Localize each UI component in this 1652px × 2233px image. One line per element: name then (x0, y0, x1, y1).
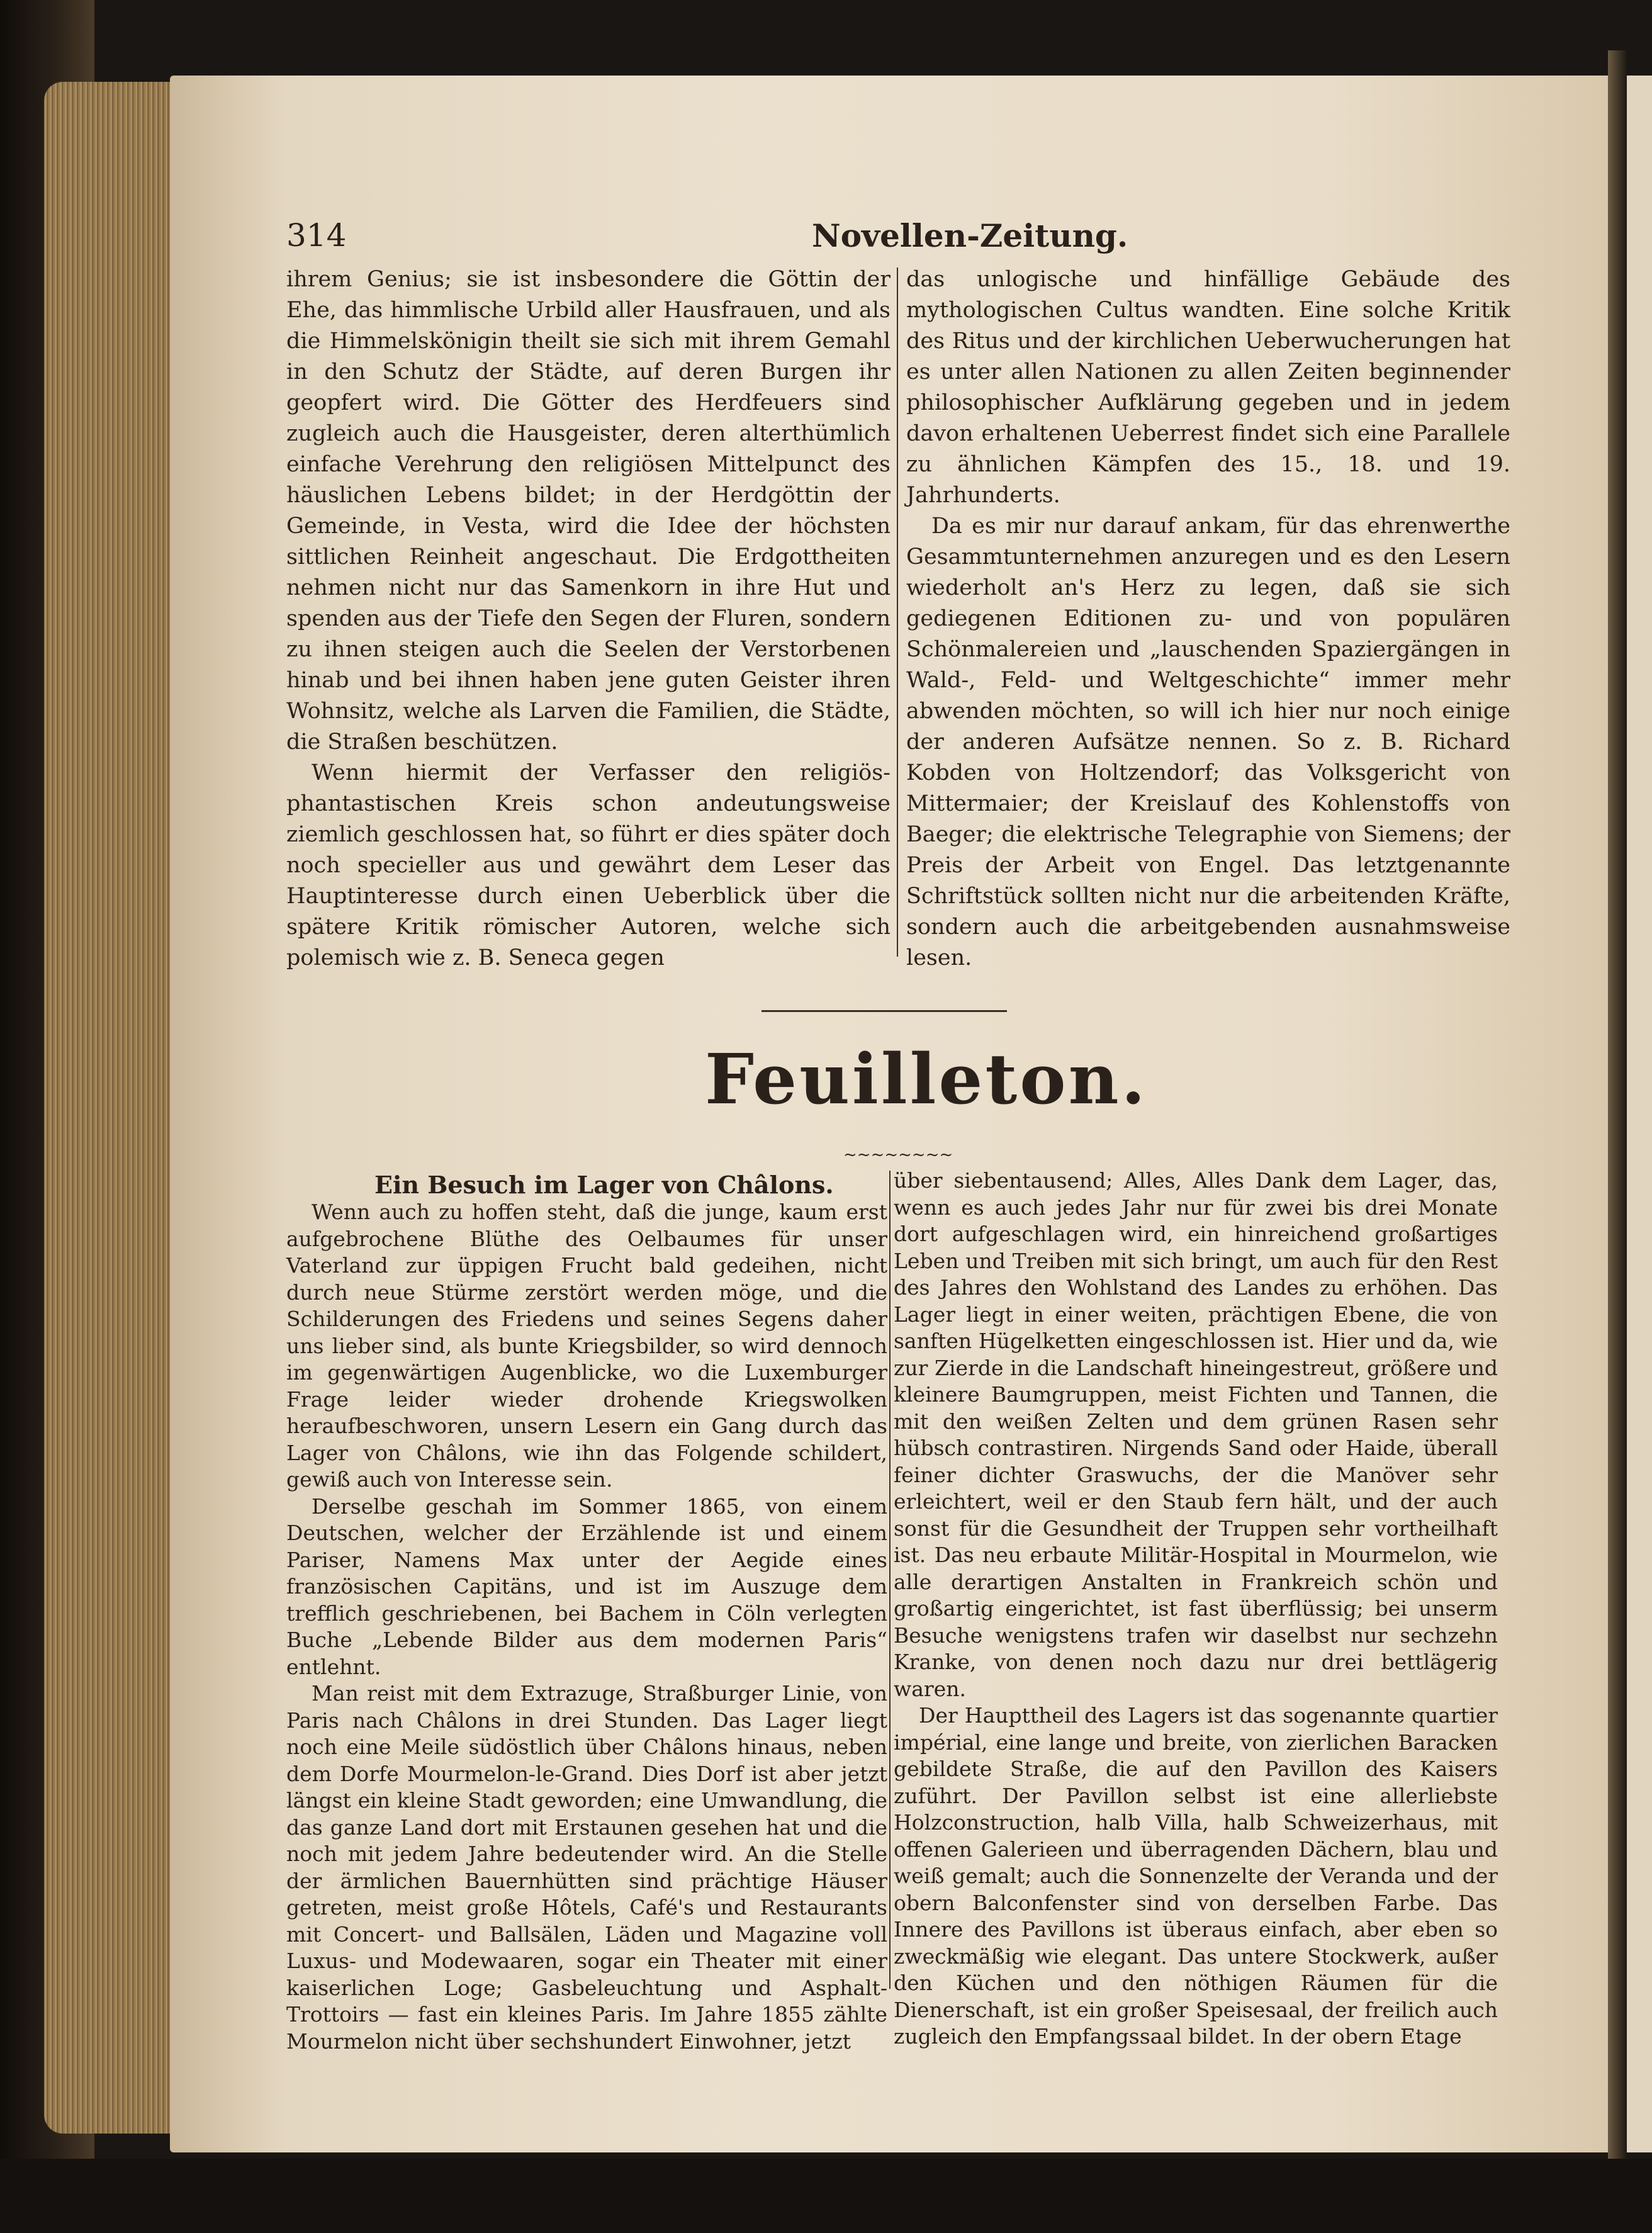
feuilleton-left-column (286, 1199, 887, 2055)
paragraph: ihrem Genius; sie ist insbesondere die Göttin der Ehe, das himmlische Urbild aller Hausfrauen, und als die Himmelskönigin theilt sie sich mit ihrem Gemahl in den Schutz der Städte, auf deren Burgen ihr geopfert wird. Die Götter des Herdfeuers sind zugleich auch die Hausgeister, deren alterthümlich einfache Verehrung den religiösen Mittelpunct des häuslichen Lebens bildet; in der Herdgöttin der Gemeinde, in Vesta, wird die Idee der höchsten sittlichen Reinheit angeschaut. Die Erdgottheiten nehmen nicht nur das Samenkorn in ihre Hut und spenden aus der Tiefe den Segen der Fluren, sondern zu ihnen steigen auch die Seelen der Verstorbenen hinab und bei ihnen haben jene guten Geister ihren Wohnsitz, welche als Larven die Familien, die Städte, die Straßen beschützen. (286, 267, 891, 755)
section-divider (761, 1010, 1007, 1012)
ornament-flourish: ~~~~~~~~ (843, 1145, 953, 1164)
paragraph: Man reist mit dem Extrazuge, Straßburger Linie, von Paris nach Châlons in drei Stunden. Das Lager liegt noch eine Meile südöstlich über Châlons hinaus, neben dem Dorfe Mourmelon-le-Grand. Dies Dorf ist aber jetzt längst ein kleine Stadt geworden; eine Umwandlung, die das ganze Land dort mit Erstaunen gesehen hat und die noch mit jedem Jahre bedeutender wird. An die Stelle der ärmlichen Bauernhütten sind prächtige Häuser getreten, meist große Hôtels, Café's und Restaurants mit Concert- und Ballsälen, Läden und Magazine voll Luxus- und Modewaaren, sogar ein Theater mit einer kaiserlichen Loge; Gasbeleuchtung und Asphalt-Trottoirs — fast ein kleines Paris. Im Jahre 1855 zählte Mourmelon nicht über sechshundert Einwohner, jetzt (286, 1681, 887, 2054)
upper-right-column (906, 264, 1510, 974)
paragraph: Da es mir nur darauf ankam, für das ehrenwerthe Gesammtunternehmen anzuregen und es den Lesern wiederholt an's Herz zu legen, daß sie sich gediegenen Editionen zu- und von populären Schönmalereien und „lauschenden Spaziergängen in Wald-, Feld- und Weltgeschichte“ immer mehr abwenden möchten, so will ich hier nur noch einige der anderen Aufsätze nennen. So z. B. Richard Kobden von Holtzendorf; das Volksgericht von Mittermaier; der Kreislauf des Kohlenstoffs von Baeger; die elektrische Telegraphie von Siemens; der Preis der Arbeit von Engel. Das letztgenannte Schriftstück sollten nicht nur die arbeitenden Kräfte, sondern auch die arbeitgebenden ausnahmsweise lesen. (906, 514, 1510, 970)
paragraph: Der Haupttheil des Lagers ist das sogenannte quartier impérial, eine lange und breite, von zierlichen Baracken gebildete Straße, die auf den Pavillon des Kaisers zuführt. Der Pavillon selbst ist eine allerliebste Holzconstruction, halb Villa, halb Schweizerhaus, mit offenen Galerieen und überragenden Dächern, blau und weiß gemalt; auch die Sonnenzelte der Veranda und der obern Balconfenster sind von derselben Farbe. Das Innere des Pavillons ist überaus einfach, aber eben so zweckmäßig wie elegant. Das untere Stockwerk, außer den Küchen und den nöthigen Räumen für die Dienerschaft, ist ein großer Speisesaal, der freilich auch zugleich den Empfangssaal bildet. In der obern Etage (894, 1703, 1498, 2049)
column-divider (897, 267, 898, 957)
journal-title: Novellen-Zeitung. (812, 217, 1128, 254)
article-title: Ein Besuch im Lager von Châlons. (374, 1171, 834, 1199)
facing-page-edge (1627, 76, 1652, 2152)
paragraph: Derselbe geschah im Sommer 1865, von einem Deutschen, welcher der Erzählende ist und einem Pariser, Namens Max unter der Aegide eines französischen Capitäns, und ist im Auszuge dem trefflich geschriebenen, bei Bachem in Cöln verlegten Buche „Lebende Bilder aus dem modernen Paris“ entlehnt. (286, 1493, 887, 1679)
paragraph: über siebentausend; Alles, Alles Dank dem Lager, das, wenn es auch jedes Jahr nur für zwei bis drei Monate dort aufgeschlagen wird, ein hinreichend großartiges Leben und Treiben mit sich bringt, um auch für den Rest des Jahres den Wohlstand des Landes zu erhöhen. Das Lager liegt in einer weiten, prächtigen Ebene, die von sanften Hügelketten eingeschlossen ist. Hier und da, wie zur Zierde in die Landschaft hineingestreut, größere und kleinere Baumgruppen, meist Fichten und Tannen, die mit den weißen Zelten und dem grünen Rasen sehr hübsch contrastiren. Nirgends Sand oder Haide, überall feiner dichter Graswuchs, der die Manöver sehr erleichtert, weil er den Staub fern hält, und der auch sonst für die Gesundheit der Truppen sehr vortheilhaft ist. Das neu erbaute Militär-Hospital in Mourmelon, wie alle derartigen Anstalten in Frankreich schön und großartig eingerichtet, ist fast überflüssig; bei unserm Besuche wenigstens trafen wir daselbst nur sechzehn Kranke, von denen noch dazu nur drei bettlägerig waren. (894, 1168, 1498, 1701)
bottom-shadow (0, 2159, 1652, 2233)
upper-left-column (286, 264, 891, 974)
book-gutter (1608, 50, 1627, 2190)
feuilleton-right-column (894, 1167, 1498, 2050)
paragraph: das unlogische und hinfällige Gebäude des mythologischen Cultus wandten. Eine solche Kritik des Ritus und der kirchlichen Ueberwucherungen hat es unter allen Nationen zu allen Zeiten beginnender philosophischer Aufklärung gegeben und in jedem davon erhaltenen Ueberrest findet sich eine Parallele zu ähnlichen Kämpfen des 15., 18. und 19. Jahrhunderts. (906, 267, 1510, 508)
page-edges (44, 82, 189, 2134)
paragraph: Wenn hiermit der Verfasser den religiös-phantastischen Kreis schon andeutungsweise ziemlich geschlossen hat, so führt er dies später doch noch specieller aus und gewährt dem Leser das Hauptinteresse durch einen Ueberblick über die spätere Kritik römischer Autoren, welche sich polemisch wie z. B. Seneca gegen (286, 760, 891, 970)
page-number: 314 (286, 217, 347, 254)
column-divider (889, 1171, 891, 1989)
paragraph: Wenn auch zu hoffen steht, daß die junge, kaum erst aufgebrochene Blüthe des Oelbaumes für unser Vaterland zur üppigen Frucht bald gedeihen, nicht durch neue Stürme zerstört werden möge, und die Schilderungen des Friedens und seines Segens daher uns lieber sind, als bunte Kriegsbilder, so wird dennoch im gegenwärtigen Augenblicke, wo die Luxemburger Frage leider wieder drohende Kriegswolken heraufbeschworen, unsern Lesern ein Gang durch das Lager von Châlons, wie ihn das Folgende schildert, gewiß auch von Interesse sein. (286, 1200, 887, 1492)
feuilleton-heading: Feuilleton. (705, 1038, 1148, 1120)
